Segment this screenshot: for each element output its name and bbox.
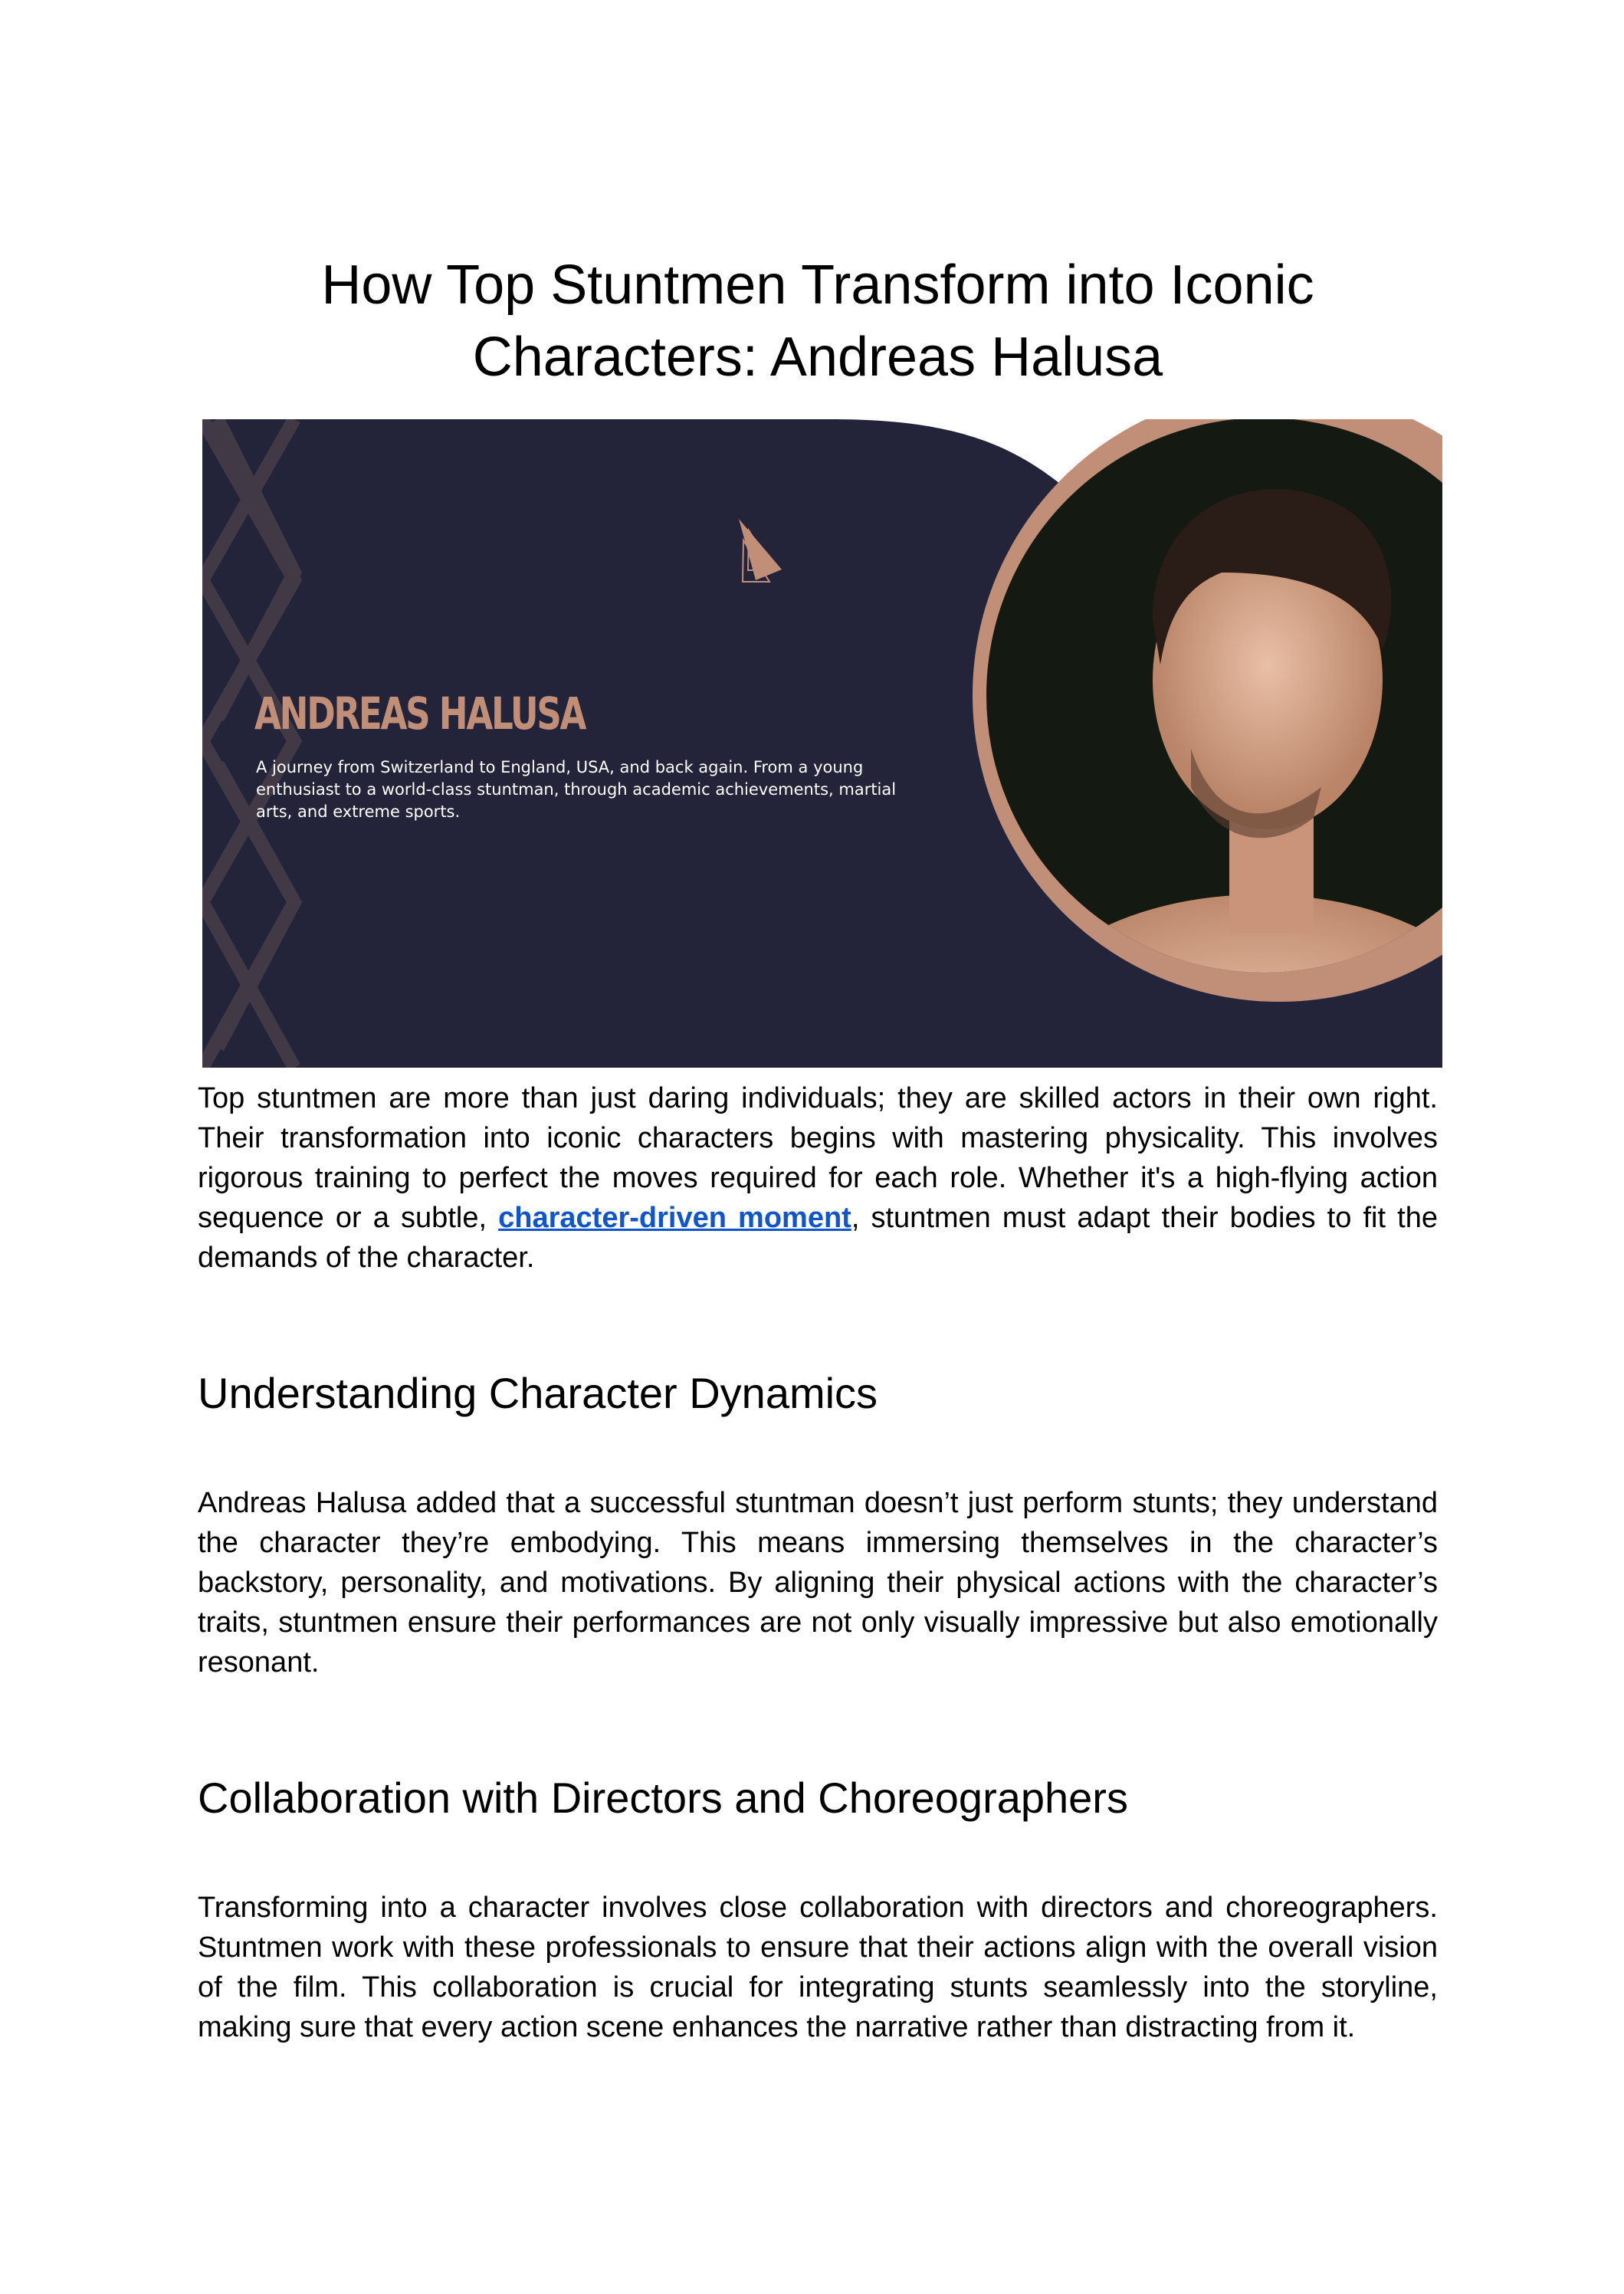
page-title	[198, 249, 1438, 393]
banner-tagline: A journey from Switzerland to England, USA, and back again. From a young enthusiast to a world-class stuntman, through academic achievements, martial arts, and extreme sports.	[256, 758, 897, 821]
intro-text-end: , stuntmen must adapt their bodies to fit the demands of the character.	[198, 1202, 1438, 1274]
character-driven-moment-link[interactable]: character-driven moment	[498, 1202, 851, 1234]
section-paragraph: Andreas Halusa added that a successful stuntman doesn’t just perform stunts; they understand the character they’re embodying. This means immersing themselves in the character’s backstory, personality, and motivations. By aligning their physical actions with the character’s traits, stuntmen ensure their performances are not only visually impressive but also emotionally resonant.	[198, 1487, 1438, 1679]
section-heading: Understanding Character Dynamics	[198, 1369, 878, 1417]
title-line-2: Characters: Andreas Halusa	[472, 327, 1163, 388]
intro-paragraph	[198, 1078, 1438, 1278]
banner-name: ANDREAS HALUSA	[254, 688, 586, 740]
title-line-1: How Top Stuntmen Transform into Iconic	[321, 254, 1314, 316]
banner-graphic	[202, 419, 1442, 1068]
intro-text: Top stuntmen are more than just daring individuals; they are skilled actors in their own right. Their transformation into iconic characters begins with mastering physicality. This involves rigorous training to perfect the moves required for each role. Whether it's a high-flying action sequence or a subtle,	[198, 1082, 1438, 1234]
hero-banner-image	[202, 419, 1442, 1068]
section-paragraph: Transforming into a character involves close collaboration with directors and choreographers. Stuntmen work with these professionals to ensure that their actions align with the overall vision of the film. This collaboration is crucial for integrating stunts seamlessly into the storyline, making sure that every action scene enhances the narrative rather than distracting from it.	[198, 1892, 1438, 2043]
section-heading: Collaboration with Directors and Choreographers	[198, 1774, 1128, 1822]
